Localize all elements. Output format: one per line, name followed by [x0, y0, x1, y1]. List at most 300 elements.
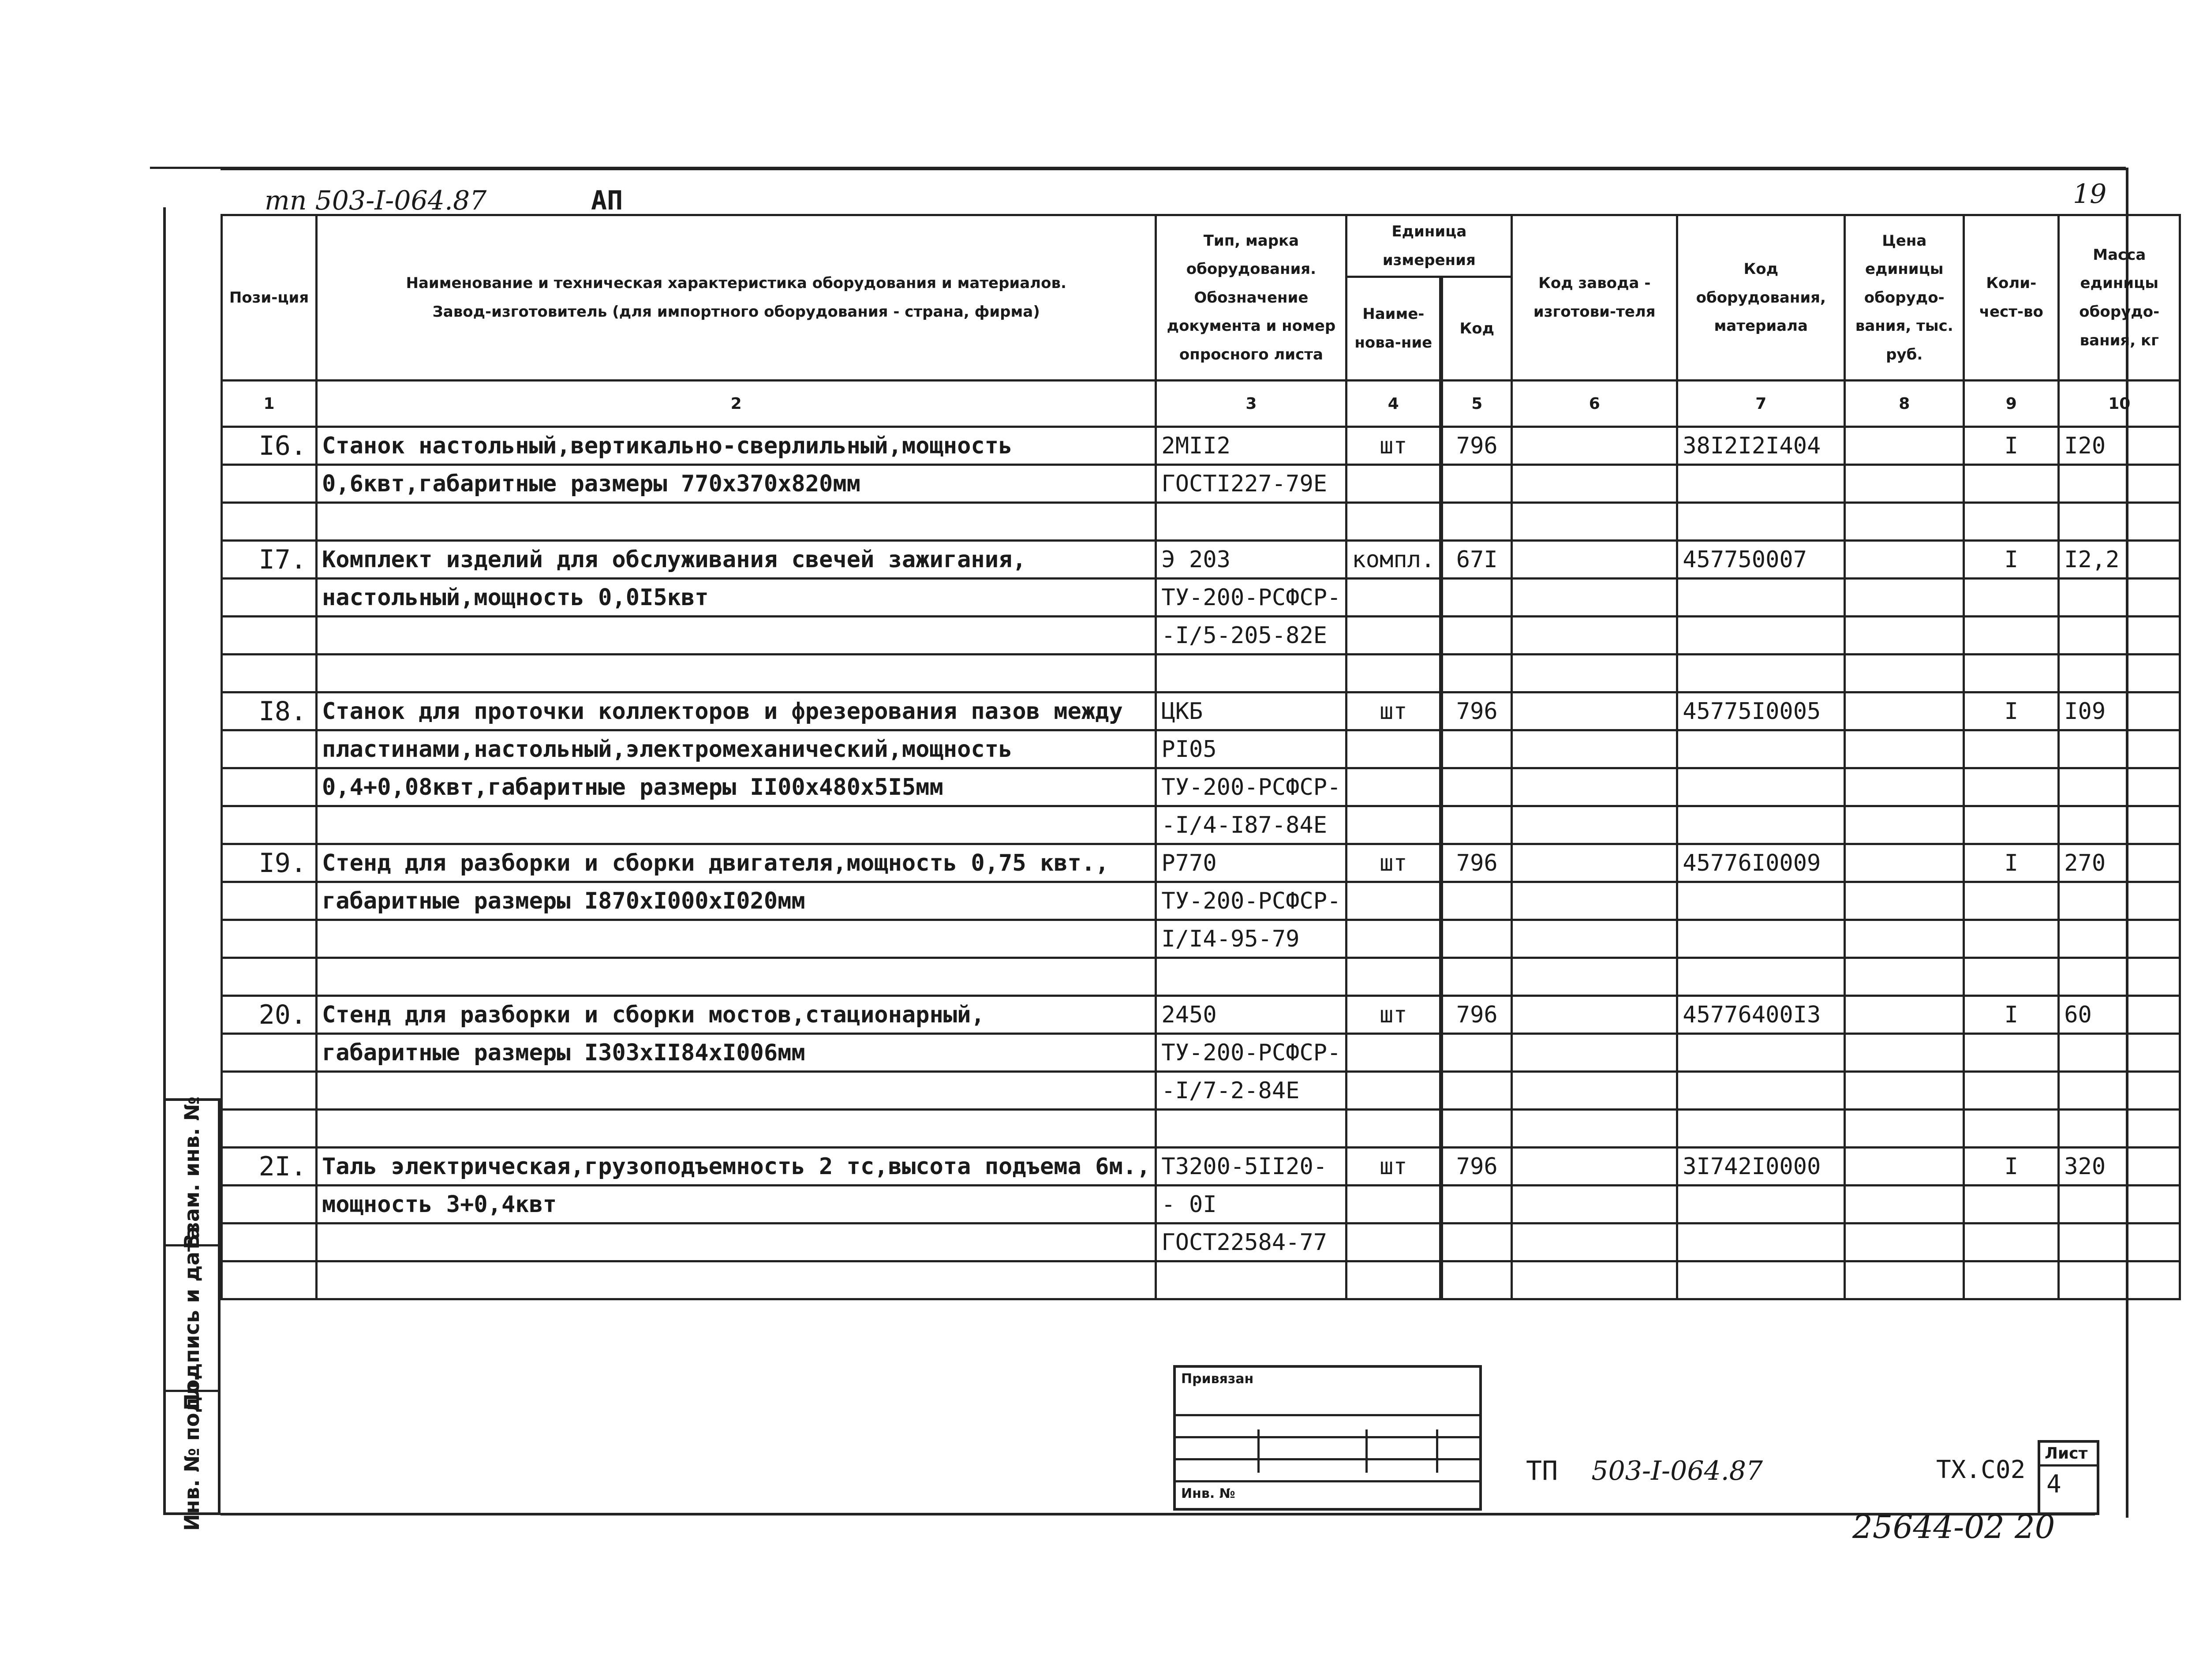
table-row [222, 541, 2180, 579]
unit-code-cell [1441, 1072, 1512, 1110]
table-row [222, 806, 2180, 844]
unit-name-cell [1346, 655, 1441, 692]
position-cell: I9. [222, 844, 317, 882]
column-number-row [222, 381, 2180, 427]
quantity-cell: I [1964, 541, 2059, 579]
table-row [222, 692, 2180, 730]
type-cell: ТУ-200-РСФСР- [1156, 768, 1346, 806]
type-cell: Т3200-5II20- [1156, 1148, 1346, 1186]
name-cell: пластинами,настольный,электромеханический,мощность [317, 730, 1156, 768]
quantity-cell [1964, 1261, 2059, 1299]
unit-name-cell [1346, 1261, 1441, 1299]
unit-name-cell [1346, 1186, 1441, 1224]
quantity-cell [1964, 655, 2059, 692]
stamp-divider [1257, 1429, 1260, 1473]
doc-prefix: ТП [1526, 1456, 1558, 1486]
factory-code-cell [1512, 465, 1677, 503]
name-cell [317, 617, 1156, 655]
equipment-code-cell: 45776I0009 [1677, 844, 1845, 882]
header-price: Цена единицы оборудо-вания, тыс. руб. [1845, 215, 1964, 381]
type-cell: Э 203 [1156, 541, 1346, 579]
factory-code-cell [1512, 1034, 1677, 1072]
type-cell: ГОСТ22584-77 [1156, 1224, 1346, 1261]
unit-code-cell [1441, 882, 1512, 920]
column-number: 1 [222, 381, 317, 427]
type-cell: ТУ-200-РСФСР- [1156, 1034, 1346, 1072]
mass-cell [2059, 806, 2180, 844]
factory-code-cell [1512, 1148, 1677, 1186]
price-cell [1845, 1072, 1964, 1110]
table-row [222, 996, 2180, 1034]
quantity-cell [1964, 1110, 2059, 1148]
sheet-number: 4 [2046, 1470, 2061, 1499]
mass-cell [2059, 1224, 2180, 1261]
factory-code-cell [1512, 768, 1677, 806]
mass-cell: I09 [2059, 692, 2180, 730]
unit-code-cell: 67I [1441, 541, 1512, 579]
unit-code-cell: 796 [1441, 692, 1512, 730]
unit-code-cell [1441, 958, 1512, 996]
price-cell [1845, 806, 1964, 844]
position-cell [222, 1224, 317, 1261]
factory-code-cell [1512, 617, 1677, 655]
linked-stamp-box [1173, 1365, 1482, 1511]
name-cell: габаритные размеры I303хII84хI006мм [317, 1034, 1156, 1072]
factory-code-cell [1512, 503, 1677, 541]
type-cell: -I/5-205-82Е [1156, 617, 1346, 655]
table-row [222, 768, 2180, 806]
type-cell: Р770 [1156, 844, 1346, 882]
stamp-divider [1176, 1480, 1479, 1482]
header-position: Пози-ция [222, 215, 317, 381]
table-row [222, 655, 2180, 692]
type-cell [1156, 1261, 1346, 1299]
unit-name-cell: шт [1346, 427, 1441, 465]
mass-cell [2059, 958, 2180, 996]
unit-code-cell: 796 [1441, 1148, 1512, 1186]
quantity-cell [1964, 465, 2059, 503]
position-cell: 2I. [222, 1148, 317, 1186]
unit-code-cell: 796 [1441, 427, 1512, 465]
factory-code-cell [1512, 920, 1677, 958]
equipment-code-cell [1677, 806, 1845, 844]
type-cell: 2МII2 [1156, 427, 1346, 465]
mass-cell [2059, 617, 2180, 655]
type-cell: ТУ-200-РСФСР- [1156, 579, 1346, 617]
header-equipment-code: Код оборудования, материала [1677, 215, 1845, 381]
side-approval-stamp [163, 1096, 221, 1531]
side-cell-replacement [166, 1096, 218, 1249]
name-cell: мощность 3+0,4квт [317, 1186, 1156, 1224]
header-factory-code: Код завода - изготови-теля [1512, 215, 1677, 381]
equipment-code-cell [1677, 730, 1845, 768]
position-cell [222, 768, 317, 806]
price-cell [1845, 1261, 1964, 1299]
name-cell [317, 920, 1156, 958]
quantity-cell: I [1964, 1148, 2059, 1186]
name-cell [317, 1110, 1156, 1148]
equipment-code-cell [1677, 1186, 1845, 1224]
position-cell: I8. [222, 692, 317, 730]
price-cell [1845, 579, 1964, 617]
quantity-cell [1964, 1224, 2059, 1261]
unit-name-cell [1346, 958, 1441, 996]
equipment-code-cell [1677, 1034, 1845, 1072]
mass-cell: 60 [2059, 996, 2180, 1034]
column-number: 4 [1346, 381, 1441, 427]
factory-code-cell [1512, 541, 1677, 579]
unit-name-cell: компл. [1346, 541, 1441, 579]
position-cell [222, 730, 317, 768]
quantity-cell [1964, 806, 2059, 844]
quantity-cell: I [1964, 427, 2059, 465]
mass-cell [2059, 1110, 2180, 1148]
name-cell [317, 655, 1156, 692]
unit-name-cell [1346, 503, 1441, 541]
name-cell: 0,6квт,габаритные размеры 770х370х820мм [317, 465, 1156, 503]
mass-cell [2059, 1261, 2180, 1299]
column-number: 7 [1677, 381, 1845, 427]
mass-cell [2059, 655, 2180, 692]
table-row [222, 465, 2180, 503]
factory-code-cell [1512, 579, 1677, 617]
name-cell: настольный,мощность 0,0I5квт [317, 579, 1156, 617]
price-cell [1845, 958, 1964, 996]
mass-cell [2059, 882, 2180, 920]
factory-code-cell [1512, 882, 1677, 920]
position-cell [222, 920, 317, 958]
side-label-original-inv: Инв. № подл. [180, 1373, 204, 1531]
unit-name-cell [1346, 465, 1441, 503]
page-number: 19 [2073, 179, 2107, 210]
top-document-code [265, 185, 486, 216]
price-cell [1845, 768, 1964, 806]
section-code: АП [591, 185, 623, 216]
table-row [222, 503, 2180, 541]
name-cell: Станок для проточки коллекторов и фрезерования пазов между [317, 692, 1156, 730]
table-row [222, 579, 2180, 617]
position-cell [222, 1261, 317, 1299]
name-cell: 0,4+0,08квт,габаритные размеры II00х480х5I5мм [317, 768, 1156, 806]
name-cell [317, 958, 1156, 996]
unit-code-cell [1441, 617, 1512, 655]
linked-label: Привязан [1181, 1371, 1254, 1387]
price-cell [1845, 844, 1964, 882]
header-row-1 [222, 215, 2180, 277]
quantity-cell [1964, 768, 2059, 806]
position-cell [222, 579, 317, 617]
doc-suffix: ТХ.С02 [1936, 1456, 2026, 1484]
factory-code-cell [1512, 1261, 1677, 1299]
position-cell [222, 1186, 317, 1224]
unit-code-cell [1441, 1110, 1512, 1148]
header-mass: Масса единицы оборудо-вания, кг [2059, 215, 2180, 381]
position-cell [222, 503, 317, 541]
factory-code-cell [1512, 844, 1677, 882]
type-cell [1156, 1110, 1346, 1148]
type-cell [1156, 655, 1346, 692]
quantity-cell: I [1964, 844, 2059, 882]
title-document-code [1526, 1456, 1763, 1486]
unit-name-cell [1346, 806, 1441, 844]
header-quantity: Коли-чест-во [1964, 215, 2059, 381]
factory-code-cell [1512, 958, 1677, 996]
name-cell [317, 1224, 1156, 1261]
position-cell: I6. [222, 427, 317, 465]
factory-code-cell [1512, 655, 1677, 692]
equipment-code-cell [1677, 1261, 1845, 1299]
name-cell: Таль электрическая,грузоподъемность 2 тс,высота подъема 6м., [317, 1148, 1156, 1186]
quantity-cell [1964, 1186, 2059, 1224]
quantity-cell [1964, 579, 2059, 617]
equipment-code-cell [1677, 655, 1845, 692]
quantity-cell [1964, 1072, 2059, 1110]
equipment-code-cell [1677, 958, 1845, 996]
unit-code-cell [1441, 655, 1512, 692]
stamp-divider [1436, 1429, 1438, 1473]
sheet-number-box [2038, 1440, 2099, 1515]
column-number: 6 [1512, 381, 1677, 427]
table-row [222, 617, 2180, 655]
mass-cell: I2,2 [2059, 541, 2180, 579]
price-cell [1845, 692, 1964, 730]
table-row [222, 1072, 2180, 1110]
equipment-code-cell: 457750007 [1677, 541, 1845, 579]
price-cell [1845, 920, 1964, 958]
equipment-code-cell [1677, 882, 1845, 920]
table-row [222, 1186, 2180, 1224]
price-cell [1845, 1110, 1964, 1148]
factory-code-cell [1512, 996, 1677, 1034]
header-unit-group: Единица измерения [1346, 215, 1512, 277]
side-label-signature-date: Подпись и дата [180, 1226, 204, 1411]
price-cell [1845, 730, 1964, 768]
equipment-code-cell: 45775I0005 [1677, 692, 1845, 730]
unit-name-cell [1346, 617, 1441, 655]
equipment-code-cell [1677, 1110, 1845, 1148]
position-cell: 20. [222, 996, 317, 1034]
type-cell: ТУ-200-РСФСР- [1156, 882, 1346, 920]
position-cell [222, 465, 317, 503]
position-cell [222, 958, 317, 996]
name-cell: Стенд для разборки и сборки двигателя,мощность 0,75 квт., [317, 844, 1156, 882]
position-cell [222, 1110, 317, 1148]
price-cell [1845, 427, 1964, 465]
unit-name-cell: шт [1346, 996, 1441, 1034]
table-row [222, 958, 2180, 996]
column-number: 8 [1845, 381, 1964, 427]
name-cell: Комплект изделий для обслуживания свечей зажигания, [317, 541, 1156, 579]
table-row [222, 1148, 2180, 1186]
table-row [222, 1261, 2180, 1299]
unit-name-cell [1346, 579, 1441, 617]
quantity-cell [1964, 730, 2059, 768]
equipment-code-cell [1677, 1072, 1845, 1110]
quantity-cell: I [1964, 996, 2059, 1034]
unit-name-cell: шт [1346, 692, 1441, 730]
unit-name-cell [1346, 882, 1441, 920]
price-cell [1845, 1224, 1964, 1261]
name-cell [317, 503, 1156, 541]
unit-code-cell: 796 [1441, 844, 1512, 882]
factory-code-cell [1512, 692, 1677, 730]
position-cell [222, 617, 317, 655]
mass-cell: 320 [2059, 1148, 2180, 1186]
quantity-cell [1964, 617, 2059, 655]
sheet-bottom-rule [221, 1513, 2095, 1515]
unit-code-cell [1441, 579, 1512, 617]
stamp-divider [1176, 1458, 1479, 1460]
name-cell: Стенд для разборки и сборки мостов,стационарный, [317, 996, 1156, 1034]
sheet-label: Лист [2040, 1443, 2097, 1467]
table-row [222, 1224, 2180, 1261]
factory-code-cell [1512, 1186, 1677, 1224]
table-row [222, 1034, 2180, 1072]
equipment-specification-table [221, 214, 2181, 1300]
position-cell [222, 1072, 317, 1110]
header-name [317, 215, 1156, 381]
price-cell [1845, 996, 1964, 1034]
stamp-divider [1365, 1429, 1368, 1473]
position-cell [222, 806, 317, 844]
header-unit-code: Код [1441, 277, 1512, 381]
equipment-code-cell [1677, 617, 1845, 655]
unit-name-cell [1346, 1110, 1441, 1148]
table-row [222, 920, 2180, 958]
type-cell: 2450 [1156, 996, 1346, 1034]
mass-cell [2059, 920, 2180, 958]
price-cell [1845, 503, 1964, 541]
unit-name-cell [1346, 730, 1441, 768]
unit-code-cell [1441, 1224, 1512, 1261]
equipment-code-cell [1677, 503, 1845, 541]
unit-code-cell [1441, 503, 1512, 541]
type-cell: -I/4-I87-84Е [1156, 806, 1346, 844]
mass-cell: I20 [2059, 427, 2180, 465]
equipment-code-cell [1677, 579, 1845, 617]
price-cell [1845, 617, 1964, 655]
doc-number: 503-I-064.87 [1591, 1456, 1763, 1486]
mass-cell [2059, 579, 2180, 617]
quantity-cell [1964, 958, 2059, 996]
position-cell [222, 655, 317, 692]
stamp-divider [1176, 1436, 1479, 1438]
side-label-replacement-inv: Взам. инв. № [180, 1096, 204, 1249]
equipment-code-cell [1677, 465, 1845, 503]
unit-code-cell [1441, 1034, 1512, 1072]
price-cell [1845, 1034, 1964, 1072]
mass-cell [2059, 1034, 2180, 1072]
name-cell [317, 1072, 1156, 1110]
side-cell-original [166, 1373, 218, 1531]
column-number: 5 [1441, 381, 1512, 427]
type-cell [1156, 503, 1346, 541]
price-cell [1845, 541, 1964, 579]
name-cell [317, 1261, 1156, 1299]
column-number: 3 [1156, 381, 1346, 427]
unit-name-cell [1346, 1034, 1441, 1072]
factory-code-cell [1512, 730, 1677, 768]
stamp-divider [1176, 1414, 1479, 1416]
position-cell [222, 882, 317, 920]
unit-code-cell [1441, 465, 1512, 503]
unit-name-cell: шт [1346, 1148, 1441, 1186]
header-name-line2: Завод-изготовитель (для импортного оборудования - страна, фирма) [432, 303, 1040, 321]
position-cell [222, 1034, 317, 1072]
equipment-code-cell [1677, 1224, 1845, 1261]
column-number: 9 [1964, 381, 2059, 427]
mass-cell [2059, 730, 2180, 768]
factory-code-cell [1512, 806, 1677, 844]
unit-code-cell [1441, 806, 1512, 844]
name-cell: Станок настольный,вертикально-сверлильный,мощность [317, 427, 1156, 465]
factory-code-cell [1512, 427, 1677, 465]
mass-cell [2059, 1186, 2180, 1224]
side-cell-signature [166, 1226, 218, 1411]
equipment-code-cell: 38I2I2I404 [1677, 427, 1845, 465]
position-cell: I7. [222, 541, 317, 579]
unit-name-cell: шт [1346, 844, 1441, 882]
type-cell [1156, 958, 1346, 996]
price-cell [1845, 1148, 1964, 1186]
mass-cell [2059, 768, 2180, 806]
factory-code-cell [1512, 1224, 1677, 1261]
handwritten-inventory-number: 25644-02 20 [1852, 1508, 2055, 1545]
table-row [222, 1110, 2180, 1148]
type-cell: I/I4-95-79 [1156, 920, 1346, 958]
unit-name-cell [1346, 768, 1441, 806]
quantity-cell [1964, 882, 2059, 920]
type-cell: РI05 [1156, 730, 1346, 768]
price-cell [1845, 655, 1964, 692]
table-row [222, 882, 2180, 920]
type-cell: ГОСТI227-79Е [1156, 465, 1346, 503]
unit-code-cell [1441, 768, 1512, 806]
unit-code-cell [1441, 1261, 1512, 1299]
table-row [222, 427, 2180, 465]
price-cell [1845, 882, 1964, 920]
name-cell: габаритные размеры I870хI000хI020мм [317, 882, 1156, 920]
price-cell [1845, 465, 1964, 503]
header-type: Тип, марка оборудования. Обозначение документа и номер опросного листа [1156, 215, 1346, 381]
header-name-line1: Наименование и техническая характеристика оборудования и материалов. [406, 274, 1066, 292]
quantity-cell: I [1964, 692, 2059, 730]
inventory-label: Инв. № [1181, 1486, 1235, 1501]
table-row [222, 730, 2180, 768]
factory-code-cell [1512, 1110, 1677, 1148]
mass-cell [2059, 465, 2180, 503]
unit-code-cell [1441, 920, 1512, 958]
unit-name-cell [1346, 1224, 1441, 1261]
unit-name-cell [1346, 920, 1441, 958]
name-cell [317, 806, 1156, 844]
column-number: 2 [317, 381, 1156, 427]
type-cell: ЦКБ [1156, 692, 1346, 730]
unit-code-cell [1441, 730, 1512, 768]
equipment-code-cell [1677, 768, 1845, 806]
column-number: 10 [2059, 381, 2180, 427]
mass-cell [2059, 503, 2180, 541]
equipment-code-cell [1677, 920, 1845, 958]
type-cell: -I/7-2-84Е [1156, 1072, 1346, 1110]
unit-code-cell [1441, 1186, 1512, 1224]
top-code-handwritten: тп 503-I-064.87 [265, 185, 487, 216]
quantity-cell [1964, 1034, 2059, 1072]
quantity-cell [1964, 920, 2059, 958]
unit-name-cell [1346, 1072, 1441, 1110]
equipment-code-cell: 45776400I3 [1677, 996, 1845, 1034]
mass-cell: 270 [2059, 844, 2180, 882]
